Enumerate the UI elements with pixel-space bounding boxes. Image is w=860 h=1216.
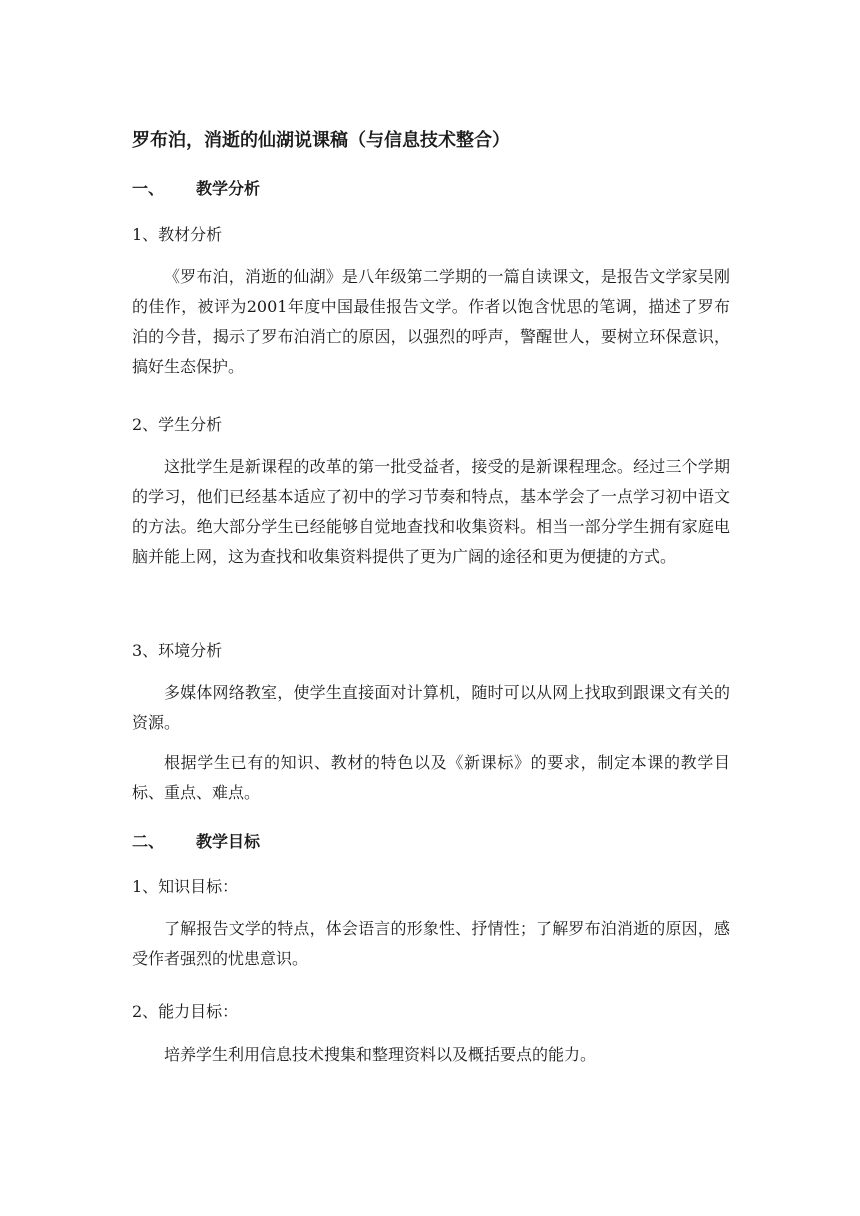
- section-number: 二、: [132, 832, 165, 851]
- document-page: [132, 0, 730, 1216]
- section-heading-1: [132, 177, 260, 201]
- paragraph: 根据学生已有的知识、教材的特色以及《新课标》的要求，制定本课的教学目标、重点、难点。: [132, 753, 730, 802]
- paragraph: 多媒体网络教室，使学生直接面对计算机，随时可以从网上找取到跟课文有关的资源。: [132, 683, 730, 732]
- section-heading-2: [132, 830, 260, 854]
- section-number: 一、: [132, 179, 165, 198]
- section-title: 教学分析: [196, 179, 261, 198]
- subsection-heading-1-2: 2、学生分析: [132, 415, 223, 434]
- document-title: 罗布泊，消逝的仙湖说课稿（与信息技术整合）: [132, 130, 510, 151]
- subsection-heading-2-2: 2、能力目标：: [132, 1002, 239, 1021]
- subsection-heading-2-1: 1、知识目标：: [132, 877, 239, 896]
- paragraph: 这批学生是新课程的改革的第一批受益者，接受的是新课程理念。经过三个学期的学习，他们已经基本适应了初中的学习节奏和特点，基本学会了一点学习初中语文的方法。绝大部分学生已经能够自觉地查找和收集资料。相当一部分学生拥有家庭电脑并能上网，这为查找和收集资料提供了更为广阔的途径和更为便捷的方式。: [132, 457, 730, 566]
- paragraph: 《罗布泊，消逝的仙湖》是八年级第二学期的一篇自读课文，是报告文学家吴刚的佳作，被评为2001年度中国最佳报告文学。作者以饱含忧思的笔调，描述了罗布泊的今昔，揭示了罗布泊消亡的原因，以强烈的呼声，警醒世人，要树立环保意识，搞好生态保护。: [132, 267, 730, 376]
- section-title: 教学目标: [196, 832, 261, 851]
- paragraph: 了解报告文学的特点，体会语言的形象性、抒情性；了解罗布泊消逝的原因，感受作者强烈的忧患意识。: [132, 919, 730, 968]
- paragraph: 培养学生利用信息技术搜集和整理资料以及概括要点的能力。: [164, 1045, 597, 1064]
- subsection-heading-1-3: 3、环境分析: [132, 641, 223, 660]
- subsection-heading-1-1: 1、教材分析: [132, 225, 223, 244]
